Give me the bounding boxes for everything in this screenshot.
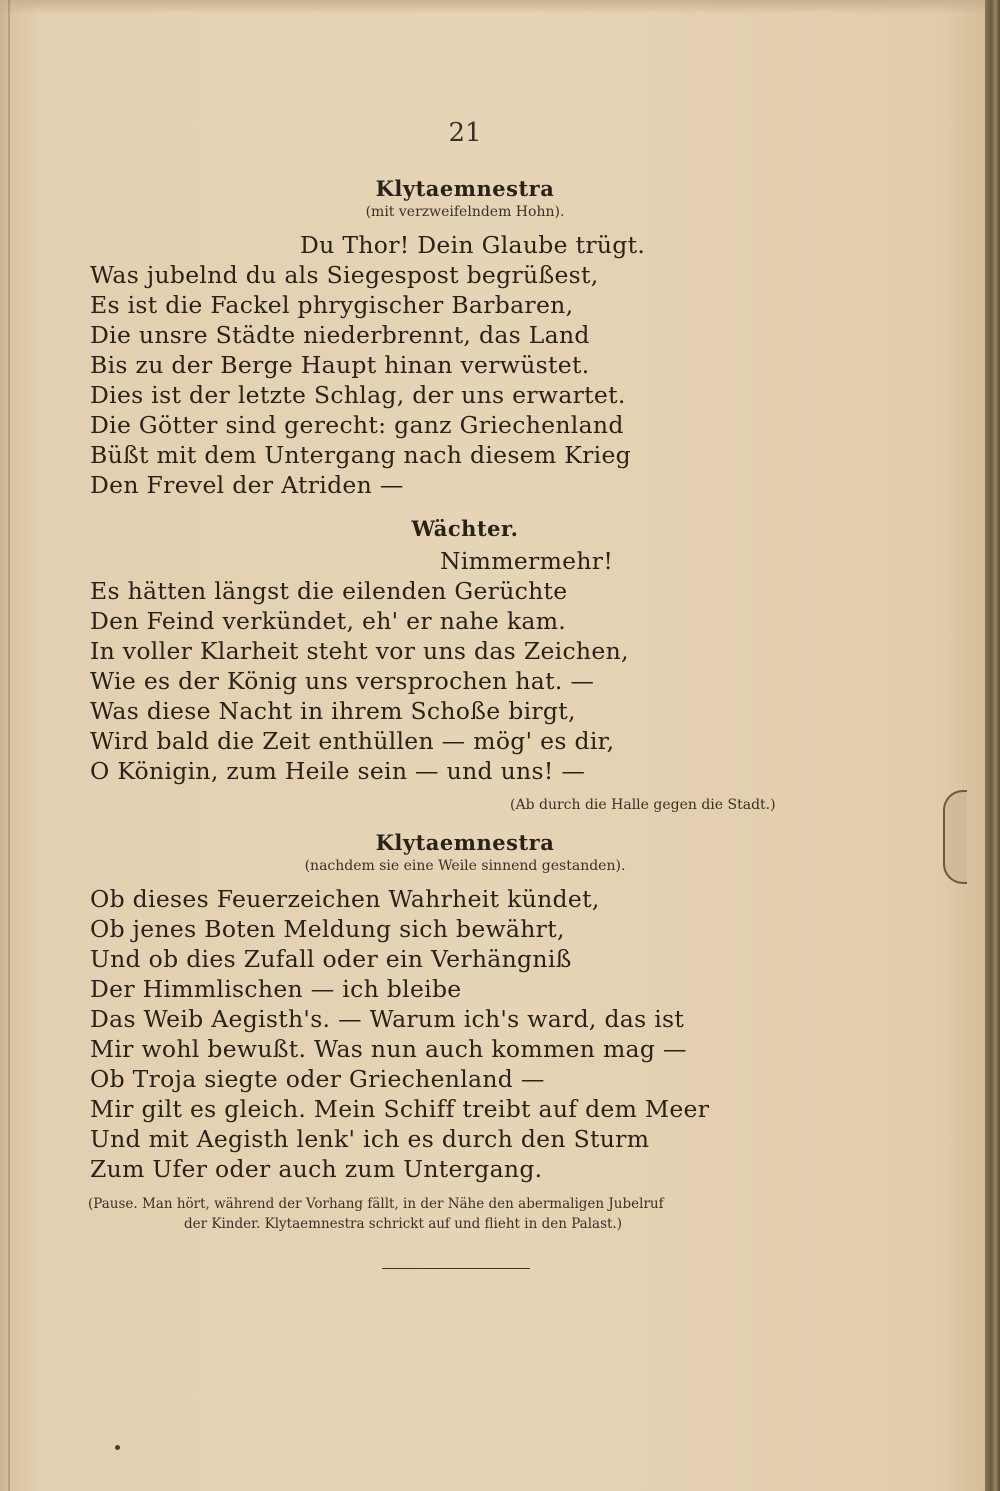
verse-line: Büßt mit dem Untergang nach diesem Krieg [90, 441, 632, 469]
verse-line: Ob dieses Feuerzeichen Wahrheit kündet, [90, 885, 600, 913]
verse-line: Es ist die Fackel phrygischer Barbaren, [90, 291, 574, 319]
verse-line: Und ob dies Zufall oder ein Verhängniß [90, 945, 572, 973]
verse-line: Wie es der König uns versprochen hat. — [90, 667, 595, 695]
verse-line: Mir wohl bewußt. Was nun auch kommen mag — [90, 1035, 687, 1063]
binding-line [8, 0, 10, 1491]
speaker-waechter: Wächter. [411, 516, 519, 541]
speaker-klytaemnestra-2: Klytaemnestra [375, 830, 555, 855]
verse-line: Die Götter sind gerecht: ganz Griechenland [90, 411, 624, 439]
verse-line: Du Thor! Dein Glaube trügt. [300, 231, 646, 259]
page-tab-mark [943, 790, 967, 884]
verse-line: O Königin, zum Heile sein — und uns! — [90, 757, 586, 785]
verse-block-2 [90, 576, 629, 786]
verse-line: Zum Ufer oder auch zum Untergang. [90, 1155, 543, 1183]
verse-line: Das Weib Aegisth's. — Warum ich's ward, das ist [90, 1005, 685, 1033]
page-top-shadow [0, 0, 985, 14]
stage-direction-2: (nachdem sie eine Weile sinnend gestanden). [304, 858, 626, 874]
verse-line: Ob jenes Boten Meldung sich bewährt, [90, 915, 565, 943]
exit-direction: (Ab durch die Halle gegen die Stadt.) [510, 797, 776, 813]
verse-line: Wird bald die Zeit enthüllen — mög' es dir, [90, 727, 615, 755]
verse-first-line-2 [440, 546, 613, 576]
end-rule [382, 1268, 530, 1269]
verse-line: In voller Klarheit steht vor uns das Zeichen, [90, 637, 629, 665]
verse-line: Den Feind verkündet, eh' er nahe kam. [90, 607, 567, 635]
page-number: 21 [448, 118, 482, 148]
stage-direction-1: (mit verzweifelndem Hohn). [365, 204, 565, 220]
verse-line: Den Frevel der Atriden — [90, 471, 404, 499]
verse-line: Die unsre Städte niederbrennt, das Land [90, 321, 590, 349]
closing-direction-line: der Kinder. Klytaemnestra schrickt auf und flieht in den Palast.) [184, 1216, 622, 1232]
book-edge [985, 0, 1000, 1491]
verse-line: Was diese Nacht in ihrem Schoße birgt, [90, 697, 576, 725]
verse-line: Und mit Aegisth lenk' ich es durch den Sturm [90, 1125, 650, 1153]
verse-line: Es hätten längst die eilenden Gerüchte [90, 577, 568, 605]
speaker-klytaemnestra-1: Klytaemnestra [375, 176, 555, 201]
verse-line: Bis zu der Berge Haupt hinan verwüstet. [90, 351, 590, 379]
verse-line: Mir gilt es gleich. Mein Schiff treibt auf dem Meer [90, 1095, 710, 1123]
verse-line: Dies ist der letzte Schlag, der uns erwartet. [90, 381, 626, 409]
closing-direction-line: (Pause. Man hört, während der Vorhang fällt, in der Nähe den abermaligen Jubelruf [88, 1196, 664, 1212]
closing-stage-direction [88, 1194, 828, 1234]
verse-line: Was jubelnd du als Siegespost begrüßest, [90, 261, 599, 289]
verse-line: Ob Troja siegte oder Griechenland — [90, 1065, 545, 1093]
verse-block-1 [90, 260, 631, 500]
verse-line: Der Himmlischen — ich bleibe [90, 975, 462, 1003]
page-speck [115, 1445, 120, 1450]
verse-line: Nimmermehr! [440, 547, 614, 575]
verse-block-3 [90, 884, 709, 1184]
verse-first-line-1 [300, 230, 645, 260]
